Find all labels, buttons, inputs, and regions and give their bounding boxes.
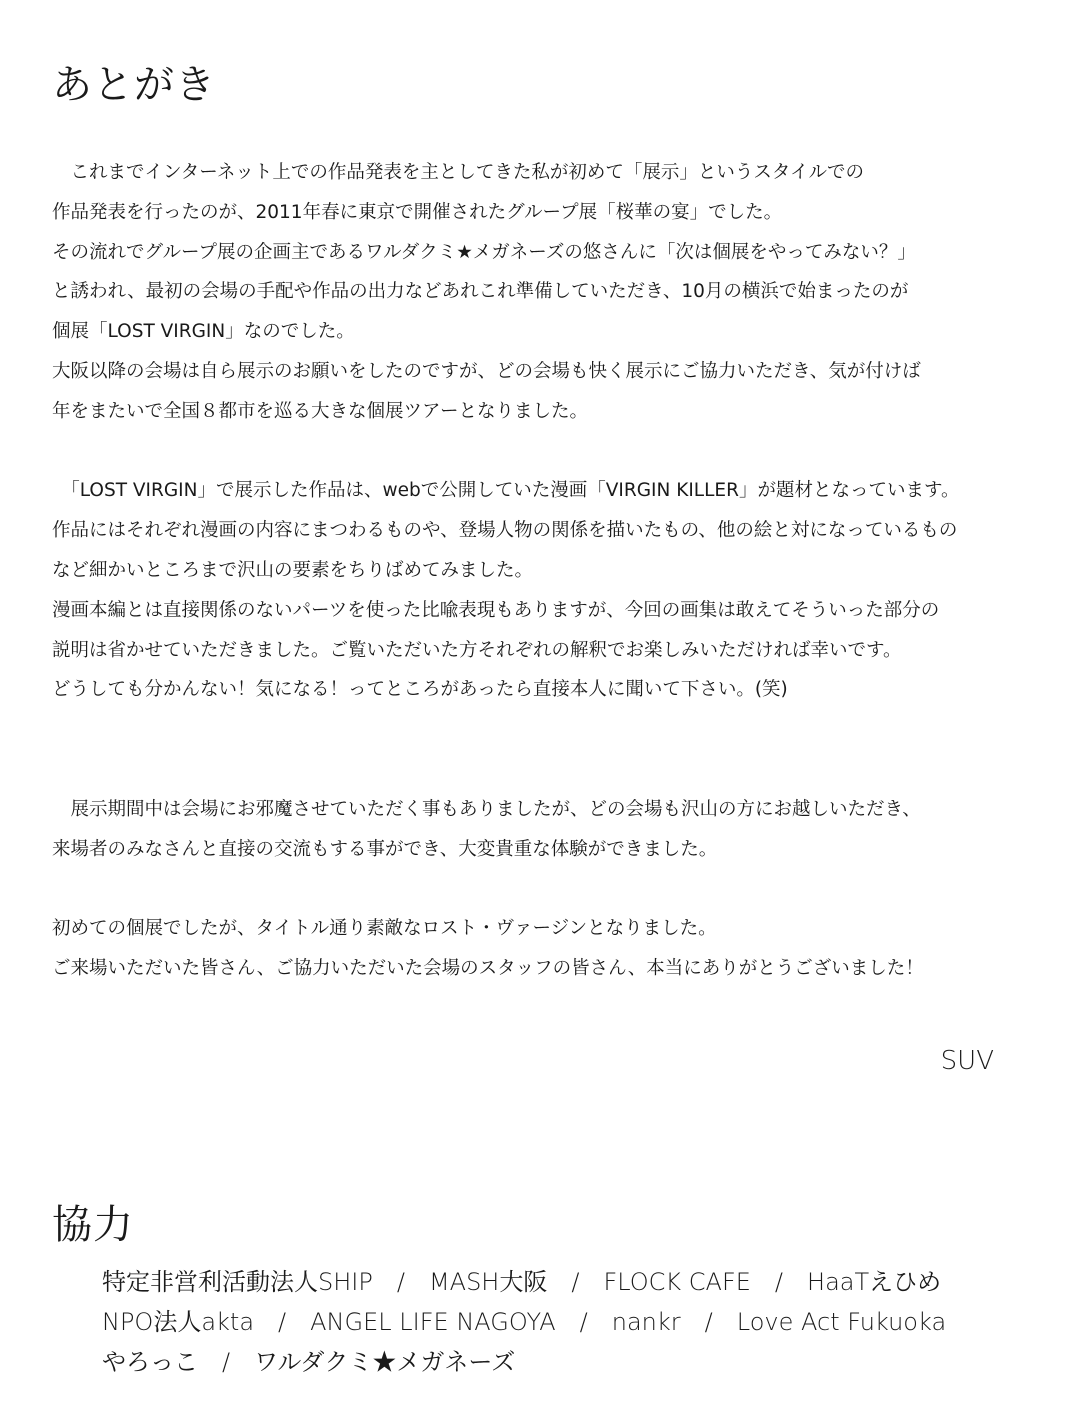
afterword-line: 説明は省かせていただきました。ご覧いただいた方それぞれの解釈でお楽しみいただければ幸いです。 <box>52 639 902 661</box>
afterword-line: これまでインターネット上での作品発表を主としてきた私が初めて「展示」というスタイルでの <box>52 162 864 183</box>
afterword-blank-line <box>52 710 1042 750</box>
afterword-line: 展示期間中は会場にお邪魔させていただく事もありましたが、どの会場も沢山の方にお越しいただき、 <box>52 798 921 820</box>
credit-item: 特定非営利活動法人SHIP <box>102 1268 373 1296</box>
afterword-line: 作品にはそれぞれ漫画の内容にまつわるものや、登場人物の関係を描いたもの、他の絵と対になっているもの <box>52 520 958 542</box>
credit-separator: / <box>579 1308 588 1336</box>
credit-item: Love Act Fukuoka <box>736 1308 947 1336</box>
page-title: あとがき <box>52 61 216 108</box>
afterword-line: 個展「LOST VIRGIN」なのでした。 <box>52 321 355 343</box>
afterword-line: 年をまたいで全国８都市を巡る大きな個展ツアーとなりました。 <box>52 400 588 422</box>
credit-separator: / <box>571 1268 580 1296</box>
author-signature: SUV <box>940 1046 994 1076</box>
afterword-line: 来場者のみなさんと直接の交流もする事ができ、大変貴重な体験ができました。 <box>52 838 718 860</box>
credit-item: ANGEL LIFE NAGOYA <box>310 1308 556 1336</box>
credit-item: MASH大阪 <box>428 1268 548 1296</box>
credit-item: FLOCK CAFE <box>603 1268 751 1296</box>
credit-separator: / <box>278 1308 287 1336</box>
afterword-line: 初めての個展でしたが、タイトル通り素敵なロスト・ヴァージンとなりました。 <box>52 918 717 940</box>
credits-list <box>102 1262 946 1382</box>
credit-item: NPO法人akta <box>102 1308 255 1336</box>
credit-item: nankr <box>611 1308 681 1336</box>
afterword-body <box>52 153 1042 989</box>
credit-separator: / <box>704 1308 713 1336</box>
afterword-line: ご来場いただいた皆さん、ご協力いただいた会場のスタッフの皆さん、本当にありがとうございました！ <box>52 957 924 979</box>
credit-item: やろっこ <box>102 1348 198 1376</box>
section-title-cooperation: 協力 <box>52 1202 134 1249</box>
afterword-blank-line <box>52 750 1042 790</box>
afterword-line: 作品発表を行ったのが、2011年春に東京で開催されたグループ展「桜華の宴」でした。 <box>52 201 783 223</box>
afterword-line: どうしても分かんない！気になる！ってところがあったら直接本人に聞いて下さい。(笑) <box>52 679 788 701</box>
afterword-blank-line <box>52 869 1042 909</box>
afterword-line: と誘われ、最初の会場の手配や作品の出力などあれこれ準備していただき、10月の横浜で始まったのが <box>52 281 909 303</box>
afterword-line: 「LOST VIRGIN」で展示した作品は、webで公開していた漫画「VIRGIN KILLER」が題材となっています。 <box>52 480 960 502</box>
afterword-line: など細かいところまで沢山の要素をちりばめてみました。 <box>52 559 534 581</box>
credits-row <box>102 1302 946 1342</box>
afterword-line: 大阪以降の会場は自ら展示のお願いをしたのですが、どの会場も快く展示にご協力いただき、気が付けば <box>52 360 921 382</box>
afterword-line: その流れでグループ展の企画主であるワルダクミ★メガネーズの悠さんに「次は個展をやってみない？」 <box>52 241 916 263</box>
credits-row <box>102 1262 946 1302</box>
credit-item: ワルダクミ★メガネーズ <box>254 1348 516 1376</box>
credit-separator: / <box>222 1348 231 1376</box>
credits-row <box>102 1342 946 1382</box>
credit-separator: / <box>774 1268 784 1296</box>
credit-item: HaaTえひめ <box>807 1268 942 1296</box>
credit-separator: / <box>396 1268 405 1296</box>
afterword-line: 漫画本編とは直接関係のないパーツを使った比喩表現もありますが、今回の画集は敢えてそういった部分の <box>52 599 940 621</box>
afterword-blank-line <box>52 432 1042 472</box>
